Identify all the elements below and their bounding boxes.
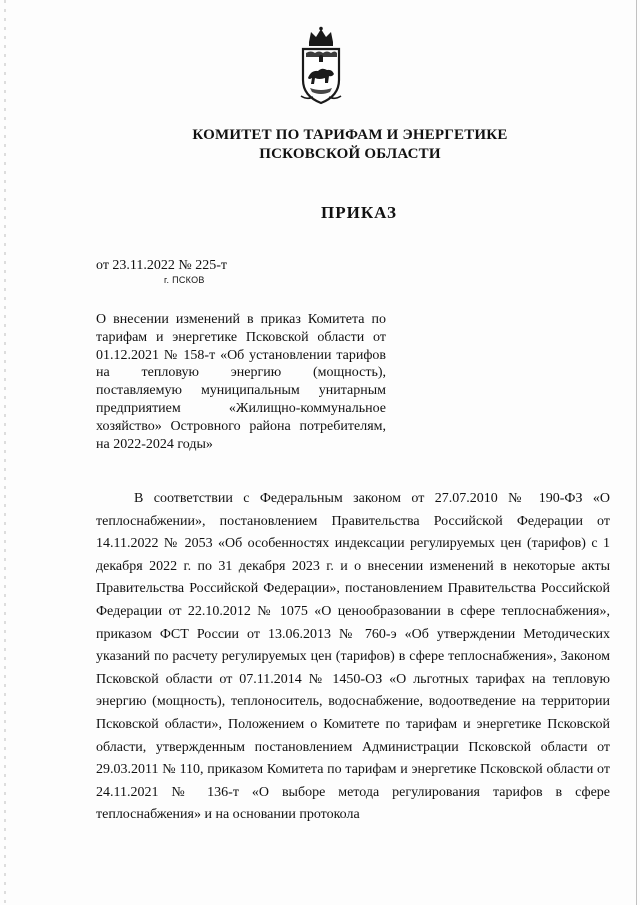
document-type-title: ПРИКАЗ [321,203,397,222]
document-body-paragraph: В соответствии с Федеральным законом от 27.07.2010 № 190-ФЗ «О теплоснабжении», постановлением Правительства Российской Федерации от 14.11.2022 № 2053 «Об особенностях индексации регулируемых цен (тарифов) с 1 декабря 2022 г. по 31 декабря 2023 г. и о внесении изменений в некоторые акты Правительства Российской Федерации», постановлением Правительства Российской Федерации от 22.10.2012 № 1075 «О ценообразовании в сфере теплоснабжения», приказом ФСТ России от 13.06.2013 № 760-э «Об утверждении Методических указаний по расчету регулируемых цен (тарифов) в сфере теплоснабжения», Законом Псковской области от 07.11.2014 № 1450-ОЗ «О льготных тарифах на тепловую энергию (мощность), теплоноситель, водоснабжение, водоотведение на территории Псковской области», Положением о Комитете по тарифам и энергетике Псковской области, утвержденным постановлением Администрации Псковской области от 29.03.2011 № 110, приказом Комитета по тарифам и энергетике Псковской области от 24.11.2021 № 136-т «О выборе метода регулирования тарифов в сфере теплоснабжения» и на основании протокола [96,491,610,823]
organization-name [0,126,640,164]
organization-line-2: ПСКОВСКОЙ ОБЛАСТИ [259,146,441,162]
document-date-number: от 23.11.2022 № 225-т [96,258,228,273]
document-city: г. ПСКОВ [164,275,205,285]
document-subject: О внесении изменений в приказ Комитета по тарифам и энергетике Псковской области от 01.12.2021 № 158-т «Об установлении тарифов на тепловую энергию (мощность), поставляемую муниципальным унитарным предприятием «Жилищно-коммунальное хозяйство» Островного района потребителям, на 2022-2024 годы» [96,312,386,452]
pskov-region-coat-of-arms-icon [299,26,343,106]
organization-line-1: КОМИТЕТ ПО ТАРИФАМ И ЭНЕРГЕТИКЕ [192,127,508,143]
